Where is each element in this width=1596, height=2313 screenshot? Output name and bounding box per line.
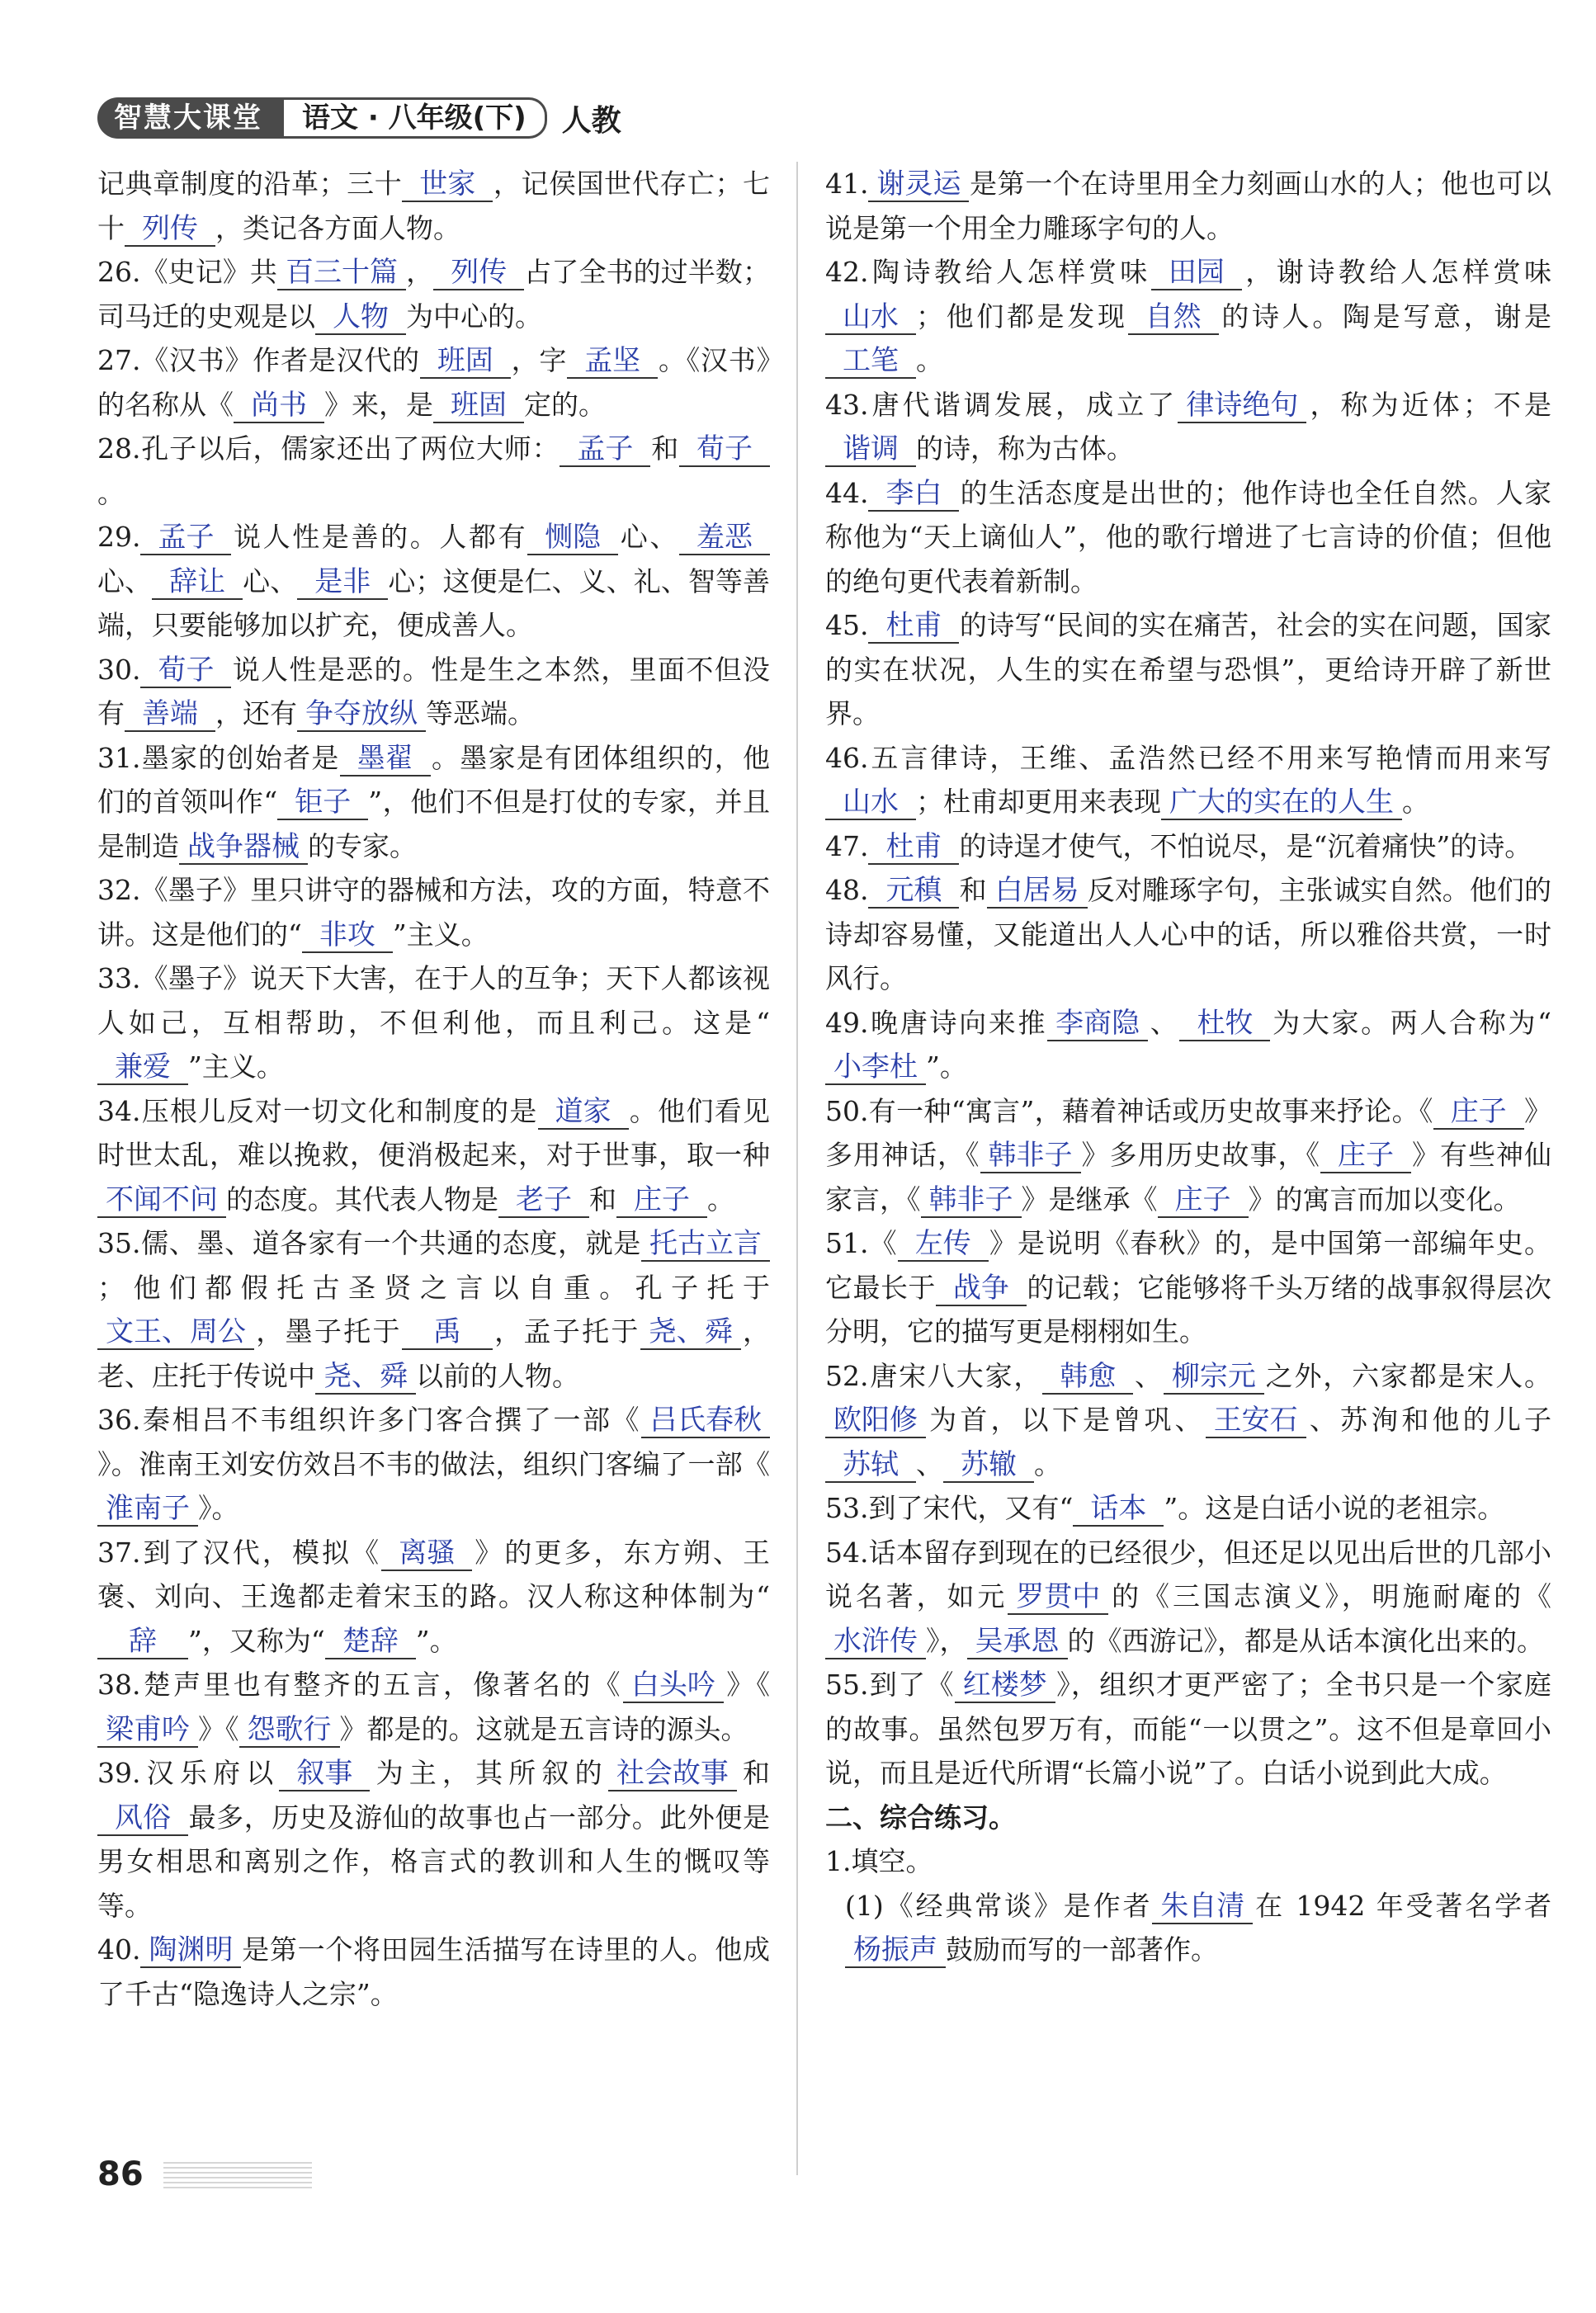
answer-blank: 庄子: [1320, 1139, 1411, 1173]
question-text: 、: [916, 1447, 943, 1480]
question-text: 最多，历史及游仙的故事也占一部分。此外便是男女相思和离别之作，格言式的教训和人生的慨叹等等。: [97, 1801, 770, 1922]
question-text: 的诗，称为古体。: [916, 432, 1134, 465]
question-text: 、: [1133, 1359, 1164, 1392]
question-item: [97, 1221, 770, 1398]
question-text: ，字: [510, 344, 568, 376]
question-text: 。: [916, 344, 943, 376]
question-text: 以前的人物。: [416, 1359, 579, 1392]
answer-blank: 自然: [1128, 300, 1219, 335]
answer-blank: 罗贯中: [1008, 1580, 1108, 1615]
question-text: 说人性是恶的。性是生之本然，里面不但没有: [97, 653, 770, 729]
question-text: 》。: [198, 1492, 239, 1524]
answer-blank: 苏轼: [825, 1448, 916, 1483]
answer-blank: 是非: [297, 565, 388, 600]
answer-blank: 淮南子: [97, 1492, 198, 1527]
question-text: 是第一个将田园生活描写在诗里的人。他成了千古“隐逸诗人之宗”。: [97, 1933, 770, 2010]
question-text: 》，: [926, 1624, 967, 1657]
answer-blank: 吕氏春秋: [641, 1404, 770, 1438]
question-text: 的诗写“民间的实在痛苦，社会的实在问题，国家的实在状况，人生的实在希望与恐惧”，更给诗开辟了新世界。: [825, 609, 1551, 729]
right-column: [825, 162, 1551, 1972]
question-text: 为大家。两人合称为“: [1270, 1006, 1552, 1039]
question-text: 心、: [97, 564, 153, 597]
question-item: [97, 1928, 770, 2016]
question-text: (1)《经典常谈》是作者: [845, 1889, 1153, 1922]
question-item: [97, 515, 770, 648]
question-text: 。他们看见时世太乱，难以挽救，便消极起来，对于世事，取一种: [97, 1094, 771, 1171]
answer-blank: 庄子: [1433, 1095, 1524, 1130]
question-text: 和: [736, 1757, 771, 1789]
question-item: [97, 736, 770, 869]
answer-blank: 山水: [825, 300, 916, 335]
question-text: ”。: [415, 1624, 457, 1657]
question-text: 说人性是善的。人都有: [231, 521, 528, 553]
question-text: ，记侯国世代存亡；七十: [97, 168, 771, 244]
question-item: [97, 648, 770, 736]
answer-blank: 孟子: [140, 521, 231, 555]
question-text: 50.有一种“寓言”，藉着神话或历史故事来抒论。《: [825, 1094, 1433, 1127]
question-text: 44.: [825, 476, 869, 509]
answer-blank: 战争: [936, 1272, 1027, 1306]
question-text: 。: [97, 476, 125, 509]
answer-blank: 辞: [97, 1625, 188, 1659]
question-text: 为首，以下是曾巩、: [926, 1404, 1206, 1436]
answer-blank: 韩非子: [921, 1183, 1022, 1218]
question-item: [825, 471, 1551, 604]
answer-blank: 元稹: [868, 874, 959, 909]
question-text: 34.压根儿反对一切文化和制度的是: [97, 1094, 538, 1127]
answer-blank: 杜牧: [1179, 1007, 1270, 1041]
question-text: ，老、庄托于传说中: [97, 1315, 771, 1392]
question-item: [825, 1884, 1551, 1972]
answer-blank: 辞让: [152, 565, 243, 600]
question-text: 的生活态度是出世的；他作诗也全任自然。人家称他为“天上谪仙人”，他的歌行增进了七言诗的价值；但他的绝句更代表着新制。: [825, 476, 1551, 597]
question-text: ，: [406, 256, 434, 288]
question-item: [825, 1001, 1551, 1089]
question-text: 是第一个在诗里用全力刻画山水的人；他也可以说是第一个用全力雕琢字句的人。: [825, 168, 1551, 244]
answer-blank: 羞恶: [679, 521, 770, 555]
question-text: 鼓励而写的一部著作。: [946, 1933, 1218, 1966]
answer-blank: 战争器械: [179, 830, 308, 865]
answer-blank: 谢灵运: [868, 168, 969, 202]
question-item: [97, 868, 770, 956]
answer-blank: 尚书: [234, 389, 324, 423]
question-text: 定的。: [524, 388, 606, 421]
question-item: [825, 1089, 1551, 1222]
question-item: [97, 1531, 770, 1664]
answer-blank: 话本: [1073, 1492, 1164, 1527]
question-text: 47.: [825, 829, 869, 862]
question-text: 35.儒、墨、道各家有一个共通的态度，就是: [97, 1227, 641, 1259]
question-text: 占了全书的过半数；司马迁的史观是以: [97, 256, 771, 333]
question-text: 。墨家是有团体组织的，他们的首领叫作“: [97, 741, 770, 818]
question-item: [97, 162, 770, 250]
question-item: [825, 868, 1551, 1001]
question-text: 40.: [97, 1933, 141, 1966]
question-text: 》是继承《: [1021, 1182, 1158, 1216]
question-text: 》《: [723, 1669, 771, 1701]
question-text: 54.话本留存到现在的已经很少，但还足以见出后世的几部小说名著，如元: [825, 1536, 1551, 1612]
question-text: 的记载；它能够将千头万绪的战事叙得层次分明，它的描写更是栩栩如生。: [825, 1271, 1552, 1348]
answer-blank: 风俗: [97, 1801, 188, 1836]
answer-blank: 左传: [898, 1227, 989, 1262]
question-text: 》来，是: [324, 388, 433, 421]
question-text: 48.: [825, 874, 869, 906]
question-text: 等恶端。: [426, 697, 535, 729]
answer-blank: 老子: [498, 1183, 589, 1218]
answer-blank: 兼爱: [97, 1050, 188, 1085]
section-heading: 二、综合练习。: [825, 1801, 1016, 1834]
brand-label: 智慧大课堂: [97, 97, 284, 139]
question-text: 和: [589, 1182, 616, 1216]
question-text: 心、: [243, 564, 298, 597]
answer-blank: 田园: [1151, 256, 1242, 290]
question-text: 28.孔子以后，儒家还出了两位大师：: [97, 432, 560, 465]
question-text: 反对雕琢字句，主张诚实自然。他们的诗却容易懂，又能道出人人心中的话，所以雅俗共赏，一时风行。: [825, 874, 1552, 994]
question-text: 》。淮南王刘安仿效吕不韦的做法，组织门客编了一部《: [97, 1447, 770, 1480]
question-text: 》的更多，东方朔、王褒、刘向、王逸都走着宋玉的路。汉人称这种体制为“: [97, 1536, 771, 1612]
question-text: ”，又称为“: [188, 1624, 325, 1657]
question-text: 43.唐代谐调发展，成立了: [825, 388, 1178, 421]
page-header: [97, 97, 621, 139]
question-item: [825, 1531, 1551, 1664]
answer-blank: 王安石: [1206, 1404, 1306, 1438]
answer-blank: 楚辞: [325, 1625, 416, 1659]
footer-decoration: [163, 2162, 312, 2190]
question-item: [825, 162, 1551, 250]
question-item: [97, 338, 770, 427]
answer-blank: 善端: [125, 697, 215, 732]
answer-blank: 社会故事: [608, 1757, 737, 1791]
question-text: ，称为近体；不是: [1306, 388, 1551, 421]
answer-blank: 杜甫: [868, 609, 959, 644]
question-text: 53.到了宋代，又有“: [825, 1492, 1074, 1524]
edition-label: 人教: [561, 103, 621, 138]
answer-blank: 李商隐: [1047, 1007, 1148, 1041]
question-text: 42.陶诗教给人怎样赏味: [825, 256, 1151, 288]
answer-blank: 钜子: [277, 786, 368, 820]
answer-blank: 朱自清: [1152, 1890, 1253, 1924]
answer-blank: 吴承恩: [967, 1625, 1068, 1659]
question-item: [825, 603, 1551, 736]
answer-blank: 怨歌行: [239, 1713, 340, 1748]
question-text: ；他们都假托古圣贤之言以自重。孔子托于: [97, 1271, 770, 1304]
question-text: 36.秦相吕不韦组织许多门客合撰了一部《: [97, 1404, 641, 1436]
question-item: [825, 250, 1551, 383]
column-divider: [796, 162, 798, 2175]
left-column: [97, 162, 770, 2016]
answer-blank: 韩愈: [1042, 1360, 1133, 1395]
question-item: [97, 250, 770, 338]
question-text: 。《汉书》的名称从《: [97, 344, 771, 421]
question-text: 。: [1034, 1447, 1061, 1480]
answer-blank: 道家: [538, 1095, 629, 1130]
question-text: ，类记各方面人物。: [215, 211, 460, 244]
question-item: [825, 1486, 1551, 1531]
question-text: 的诗逞才使气，不怕说尽，是“沉着痛快”的诗。: [959, 829, 1532, 862]
answer-blank: 韩非子: [980, 1139, 1081, 1173]
answer-blank: 谐调: [825, 432, 916, 467]
question-text: 26.《史记》共: [97, 256, 278, 288]
question-item: [97, 1751, 770, 1928]
answer-blank: 班固: [433, 389, 524, 423]
answer-blank: 争夺放纵: [297, 697, 426, 732]
answer-blank: 庄子: [1158, 1183, 1249, 1218]
answer-blank: 杜甫: [868, 830, 959, 865]
question-text: ；杜甫却更用来表现: [916, 786, 1161, 818]
answer-blank: 白头吟: [623, 1669, 724, 1703]
question-text: 和: [650, 432, 680, 465]
answer-blank: 不闻不问: [97, 1183, 226, 1218]
answer-blank: 非攻: [302, 918, 393, 953]
question-text: 在 1942 年受著名学者: [1253, 1889, 1552, 1922]
subject-label: 语文 · 八年级(下): [284, 97, 547, 139]
answer-blank: 列传: [433, 256, 524, 290]
question-text: 记典章制度的沿革；三十: [97, 168, 403, 200]
question-text: 》，组织才更严密了；全书只是一个家庭的故事。虽然包罗万有，而能“一以贯之”。这不但是章回小说，而且是近代所谓“长篇小说”了。白话小说到此大成。: [825, 1669, 1552, 1789]
answer-blank: 托古立言: [641, 1227, 770, 1262]
question-item: [97, 1089, 770, 1222]
answer-blank: 禹: [402, 1315, 493, 1350]
question-text: 》都是的。这就是五言诗的源头。: [339, 1712, 748, 1745]
question-item: [825, 1221, 1551, 1354]
page-number: 86: [97, 2155, 144, 2193]
answer-blank: 庄子: [616, 1183, 707, 1218]
question-text: ，墨子托于: [254, 1315, 402, 1348]
question-text: ”主义。: [392, 918, 489, 951]
answer-blank: 恻隐: [527, 521, 618, 555]
question-item: [825, 1839, 1551, 1884]
question-text: ”。: [926, 1050, 967, 1083]
question-text: 。: [1402, 786, 1429, 818]
answer-blank: 小李杜: [825, 1050, 926, 1085]
answer-blank: 班固: [420, 344, 511, 379]
question-text: 51.《: [825, 1227, 898, 1259]
answer-blank: 叙事: [279, 1757, 370, 1791]
answer-blank: 广大的实在的人生: [1161, 786, 1402, 820]
answer-blank: 列传: [125, 212, 215, 247]
question-text: 为中心的。: [406, 300, 542, 333]
question-text: ”，他们不但是打仗的专家，并且是制造: [97, 786, 770, 862]
question-text: ”。这是白话小说的老祖宗。: [1164, 1492, 1505, 1524]
question-text: 》《: [198, 1712, 239, 1745]
question-text: 、: [1148, 1006, 1180, 1039]
answer-blank: 陶渊明: [140, 1933, 241, 1968]
question-text: 、苏洵和他的儿子: [1306, 1404, 1552, 1436]
question-text: 41.: [825, 168, 869, 200]
question-text: 39.汉乐府以: [97, 1757, 280, 1789]
question-text: 的《西游记》，都是从话本演化出来的。: [1067, 1624, 1544, 1657]
question-item: [825, 1663, 1551, 1796]
question-text: 1.填空。: [825, 1845, 933, 1877]
question-text: 心、: [618, 521, 680, 553]
answer-blank: 欧阳修: [825, 1404, 926, 1438]
question-text: 46.五言律诗，王维、孟浩然已经不用来写艳情而用来写: [825, 741, 1551, 774]
question-item: [97, 427, 770, 515]
answer-blank: 杨振声: [845, 1933, 946, 1968]
question-text: 38.楚声里也有整齐的五言，像著名的《: [97, 1669, 623, 1701]
answer-blank: 孟坚: [567, 344, 658, 379]
answer-blank: 荀子: [140, 654, 231, 688]
answer-blank: 李白: [868, 477, 959, 512]
question-text: 的态度。其代表人物是: [226, 1182, 498, 1216]
answer-blank: 红楼梦: [955, 1669, 1055, 1703]
question-text: 45.: [825, 609, 869, 641]
answer-blank: 工笔: [825, 344, 916, 379]
answer-blank: 孟子: [560, 432, 650, 467]
question-text: ；他们都是发现: [916, 300, 1128, 333]
answer-blank: 尧、舜: [315, 1360, 416, 1395]
question-text: ，孟子托于: [492, 1315, 640, 1348]
question-text: 为主，其所叙的: [370, 1757, 608, 1789]
question-item: [97, 956, 770, 1089]
question-item: [825, 736, 1551, 824]
question-text: ”主义。: [188, 1050, 284, 1083]
question-text: 37.到了汉代，模拟《: [97, 1536, 382, 1569]
question-text: 27.《汉书》作者是汉代的: [97, 344, 420, 376]
answer-blank: 荀子: [679, 432, 770, 467]
answer-blank: 尧、舜: [640, 1315, 741, 1350]
question-text: 》的寓言而加以变化。: [1248, 1182, 1521, 1216]
question-text: 30.: [97, 653, 141, 686]
question-text: 49.晚唐诗向来推: [825, 1006, 1048, 1039]
question-item: [97, 1398, 770, 1531]
answer-blank: 世家: [402, 168, 493, 202]
question-item: [97, 1663, 770, 1751]
answer-blank: 人物: [315, 300, 406, 335]
answer-blank: 文王、周公: [97, 1315, 254, 1350]
question-text: 心；这便是仁、义、礼、智等善端，只要能够加以扩充，便成善人。: [97, 564, 771, 641]
answer-blank: 山水: [825, 786, 916, 820]
question-text: 的《三国志演义》，明施耐庵的《: [1108, 1580, 1552, 1612]
question-text: 》是说明《春秋》的，是中国第一部编年史。它最长于: [825, 1227, 1552, 1304]
question-text: 33.《墨子》说天下大害，在于人的互争；天下人都该视人如己，互相帮助，不但利他，而且利己。这是“: [97, 962, 770, 1039]
answer-blank: 柳宗元: [1164, 1360, 1264, 1395]
question-text: 》有些神仙家言，《: [825, 1139, 1551, 1216]
answer-blank: 苏辙: [943, 1448, 1034, 1483]
question-text: 32.《墨子》里只讲守的器械和方法，攻的方面，特意不讲。这是他们的“: [97, 874, 770, 951]
question-text: 》多用历史故事，《: [1080, 1139, 1320, 1171]
question-text: 52.唐宋八大家，: [825, 1359, 1043, 1392]
question-text: 29.: [97, 521, 141, 553]
answer-blank: 白居易: [987, 874, 1088, 909]
question-text: ，还有: [215, 697, 297, 729]
question-item: [825, 1354, 1551, 1487]
answer-blank: 律诗绝句: [1178, 389, 1306, 423]
question-text: ，谢诗教给人怎样赏味: [1241, 256, 1552, 288]
question-item: [825, 383, 1551, 471]
question-text: 的专家。: [308, 829, 417, 862]
answer-blank: 百三十篇: [277, 256, 406, 290]
answer-blank: 墨翟: [340, 742, 431, 777]
question-text: 的诗人。陶是写意，谢是: [1218, 300, 1552, 333]
answer-blank: 水浒传: [825, 1625, 926, 1659]
question-text: 和: [959, 874, 987, 906]
question-item: [825, 824, 1551, 869]
question-text: 55.到了《: [825, 1669, 955, 1701]
question-text: 之外，六家都是宋人。: [1263, 1359, 1552, 1392]
question-text: 31.墨家的创始者是: [97, 741, 340, 774]
question-text: 。: [707, 1182, 734, 1216]
answer-blank: 离骚: [381, 1536, 472, 1571]
answer-blank: 梁甫吟: [97, 1713, 198, 1748]
question-text: 》多用神话，《: [825, 1094, 1551, 1171]
